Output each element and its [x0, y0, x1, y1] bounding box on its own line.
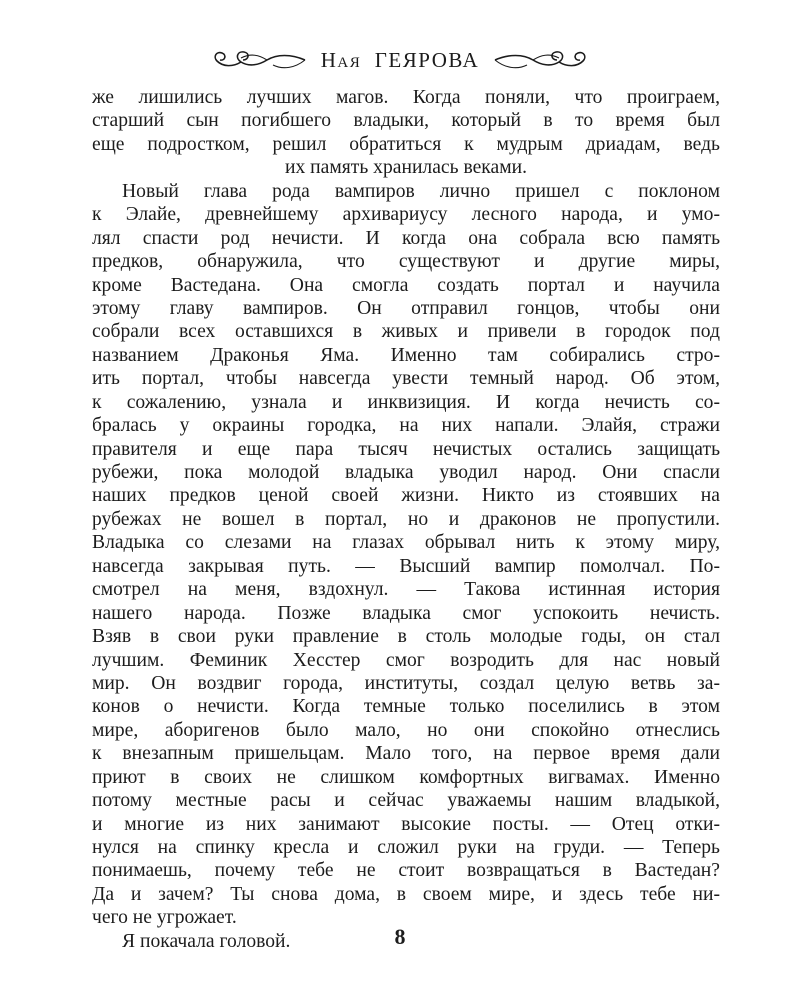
- paragraph-first-line: Новый глава рода вампиров лично пришел с поклоном: [122, 180, 720, 202]
- text-line: лучшим. Феминик Хесстер смог возродить для нас новый: [92, 649, 720, 671]
- text-line: лял спасти род нечисти. И когда она собрала всю память: [92, 227, 720, 249]
- text-line: понимаешь, почему тебе не стоит возвращаться в Вастедан?: [92, 860, 720, 882]
- text-line: конов о нечисти. Когда темные только поселились в этом: [92, 696, 720, 718]
- text-line: смотрел на меня, вздохнул. — Такова истинная история: [92, 579, 720, 601]
- text-line: же лишились лучших магов. Когда поняли, что проиграем,: [92, 87, 720, 108]
- text-line: их память хранилась веками.: [285, 157, 527, 179]
- left-flourish-ornament: [211, 45, 307, 75]
- text-line: кроме Вастедана. Она смогла создать портал и научила: [92, 274, 720, 296]
- text-line: ить портал, чтобы навсегда увести темный народ. Об этом,: [92, 368, 720, 390]
- text-line: Владыка со слезами на глазах обрывал нить к этому миру,: [92, 532, 720, 554]
- paragraph-first-line: Я покачала головой.: [122, 930, 291, 952]
- text-line: бралась у окраины городка, на них напали. Элайя, стражи: [92, 415, 720, 437]
- text-line: приют в своих не слишком комфортных вигвамах. Именно: [92, 766, 720, 788]
- text-line: потому местные расы и сейчас уважаемы нашим владыкой,: [92, 790, 720, 812]
- text-line: нулся на спинку кресла и сложил руки на груди. — Теперь: [92, 837, 720, 858]
- text-line: к сожалению, узнала и инквизиция. И когда нечисть со-: [92, 391, 720, 413]
- text-line: мир. Он воздвиг города, институты, создал целую ветвь за-: [92, 672, 720, 694]
- text-line: Да и зачем? Ты снова дома, в своем мире, и здесь тебе ни-: [92, 883, 720, 905]
- text-line: названием Драконья Яма. Именно там собирались стро-: [92, 344, 720, 366]
- right-flourish-ornament: [493, 45, 589, 75]
- text-line: мире, аборигенов было мало, но они спокойно отнеслись: [92, 719, 720, 741]
- text-line: собрали всех оставшихся в живых и привели в городок под: [92, 321, 720, 343]
- text-line: наших предков ценой своей жизни. Никто из стоявших на: [92, 485, 720, 507]
- text-line: чего не угрожает.: [92, 907, 237, 929]
- text-line: Взяв в свои руки правление в столь молодые годы, он стал: [92, 626, 720, 648]
- text-line: предков, обнаружила, что существуют и другие миры,: [92, 251, 720, 273]
- body-text: [92, 86, 720, 953]
- text-line: рубежи, пока молодой владыка уводил народ. Они спасли: [92, 462, 720, 483]
- text-line: нашего народа. Позже владыка смог успокоить нечисть.: [92, 602, 720, 624]
- text-line: этому главу вампиров. Он отправил гонцов, чтобы они: [92, 297, 720, 319]
- text-line: навсегда закрывая путь. — Высший вампир помолчал. По-: [92, 555, 720, 577]
- text-line: правителя и еще пара тысяч нечистых остались защищать: [92, 438, 720, 460]
- text-line: еще подростком, решил обратиться к мудрым дриадам, ведь: [92, 133, 720, 155]
- text-line: к внезапным пришельцам. Мало того, на первое время дали: [92, 743, 720, 765]
- running-header: [0, 40, 800, 80]
- text-line: к Элайе, древнейшему архивариусу лесного народа, и умо-: [92, 204, 720, 226]
- running-head-author: [321, 48, 479, 73]
- author-last-name: ГЕЯРОВА: [374, 47, 480, 72]
- author-first-name: Ная: [320, 47, 362, 72]
- text-line: старший сын погибшего владыки, который в то время был: [92, 110, 720, 132]
- text-line: и многие из них занимают высокие посты. — Отец отки-: [92, 813, 720, 835]
- text-line: рубежах не вошел в портал, но и драконов не пропустили.: [92, 508, 720, 530]
- page-number: 8: [394, 924, 406, 949]
